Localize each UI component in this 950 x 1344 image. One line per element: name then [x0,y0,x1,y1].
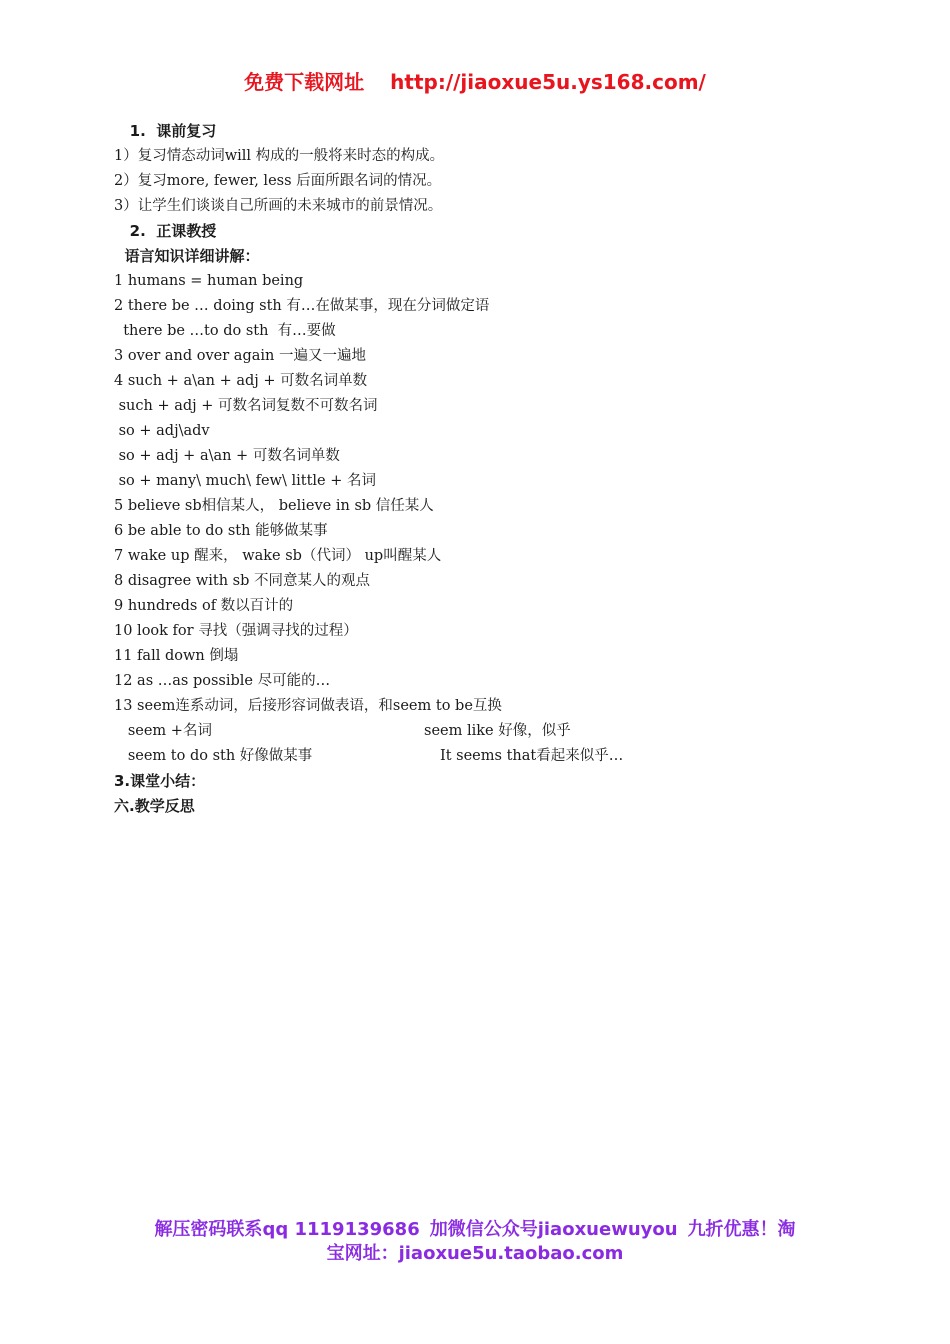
line-text: 10 look for 寻找（强调寻找的过程） [114,623,358,639]
line-text: 8 disagree with sb 不同意某人的观点 [114,573,370,589]
text-line [114,669,834,694]
text-line [114,344,834,369]
text-line [114,719,834,744]
line-text: 1 humans = human being [114,273,304,289]
line-text: so + adj + a\an + 可数名词单数 [114,448,340,464]
line-text: 2）复习more, fewer, less 后面所跟名词的情况。 [114,173,442,189]
text-line [114,294,834,319]
document-body [114,119,834,819]
text-line [114,544,834,569]
footer-contact [0,1218,950,1266]
text-line [114,569,834,594]
text-line [114,469,834,494]
line-text-column-2: It seems that看起来似乎… [440,748,624,764]
text-line [114,519,834,544]
footer-taobao-link[interactable]: jiaoxue5u.taobao.com [398,1243,624,1264]
text-line [114,494,834,519]
text-line [114,144,834,169]
line-text: so + many\ much\ few\ little + 名词 [114,473,376,489]
section-heading [114,794,834,819]
text-line [114,319,834,344]
text-line [114,194,834,219]
footer-text: 加微信公众号 [429,1219,538,1240]
footer-wechat: jiaoxuewuyou [537,1219,678,1240]
line-text-column-2: seem like 好像，似乎 [424,723,571,739]
line-text: 3.课堂小结： [114,772,206,790]
text-line [114,419,834,444]
footer-line-2 [0,1242,950,1266]
footer-line-1 [0,1218,950,1242]
line-text: 13 seem连系动词，后接形容词做表语，和seem to be互换 [114,698,502,714]
line-text: 11 fall down 倒塌 [114,648,239,664]
section-heading [114,244,834,269]
header-label: 免费下载网址 [244,70,365,94]
line-text: 2. 正课教授 [114,222,217,240]
footer-qq: qq 1119139686 [262,1219,420,1240]
line-text: 语言知识详细讲解： [114,247,260,265]
line-text: such + adj + 可数名词复数不可数名词 [114,398,378,414]
section-heading [114,119,834,144]
line-text: 1）复习情态动词will 构成的一般将来时态的构成。 [114,148,445,164]
text-line [114,369,834,394]
line-text: 3 over and over again 一遍又一遍地 [114,348,366,364]
line-text: 1. 课前复习 [114,122,217,140]
line-text: 9 hundreds of 数以百计的 [114,598,294,614]
line-text: 3）让学生们谈谈自己所画的未来城市的前景情况。 [114,198,443,214]
header-url-link[interactable]: http://jiaoxue5u.ys168.com/ [390,70,706,94]
footer-text: 解压密码联系 [154,1219,263,1240]
line-text: there be …to do sth 有…要做 [114,323,336,339]
line-text: so + adj\adv [114,423,210,439]
line-text: 6 be able to do sth 能够做某事 [114,523,328,539]
line-text: 12 as …as possible 尽可能的… [114,673,331,689]
line-text: 7 wake up 醒来， wake sb（代词） up叫醒某人 [114,548,442,564]
line-text: seem to do sth 好像做某事 [114,748,313,764]
text-line [114,394,834,419]
header-banner [0,66,950,95]
text-line [114,744,834,769]
section-heading [114,219,834,244]
line-text: seem +名词 [114,723,212,739]
line-text: 5 believe sb相信某人， believe in sb 信任某人 [114,498,434,514]
line-text: 2 there be … doing sth 有…在做某事，现在分词做定语 [114,298,490,314]
line-text: 六.教学反思 [114,797,195,815]
footer-text: 宝网址： [326,1243,399,1264]
text-line [114,169,834,194]
text-line [114,444,834,469]
text-line [114,269,834,294]
text-line [114,694,834,719]
footer-text: 九折优惠！淘 [687,1219,796,1240]
line-text: 4 such + a\an + adj + 可数名词单数 [114,373,368,389]
text-line [114,619,834,644]
section-heading [114,769,834,794]
text-line [114,594,834,619]
text-line [114,644,834,669]
